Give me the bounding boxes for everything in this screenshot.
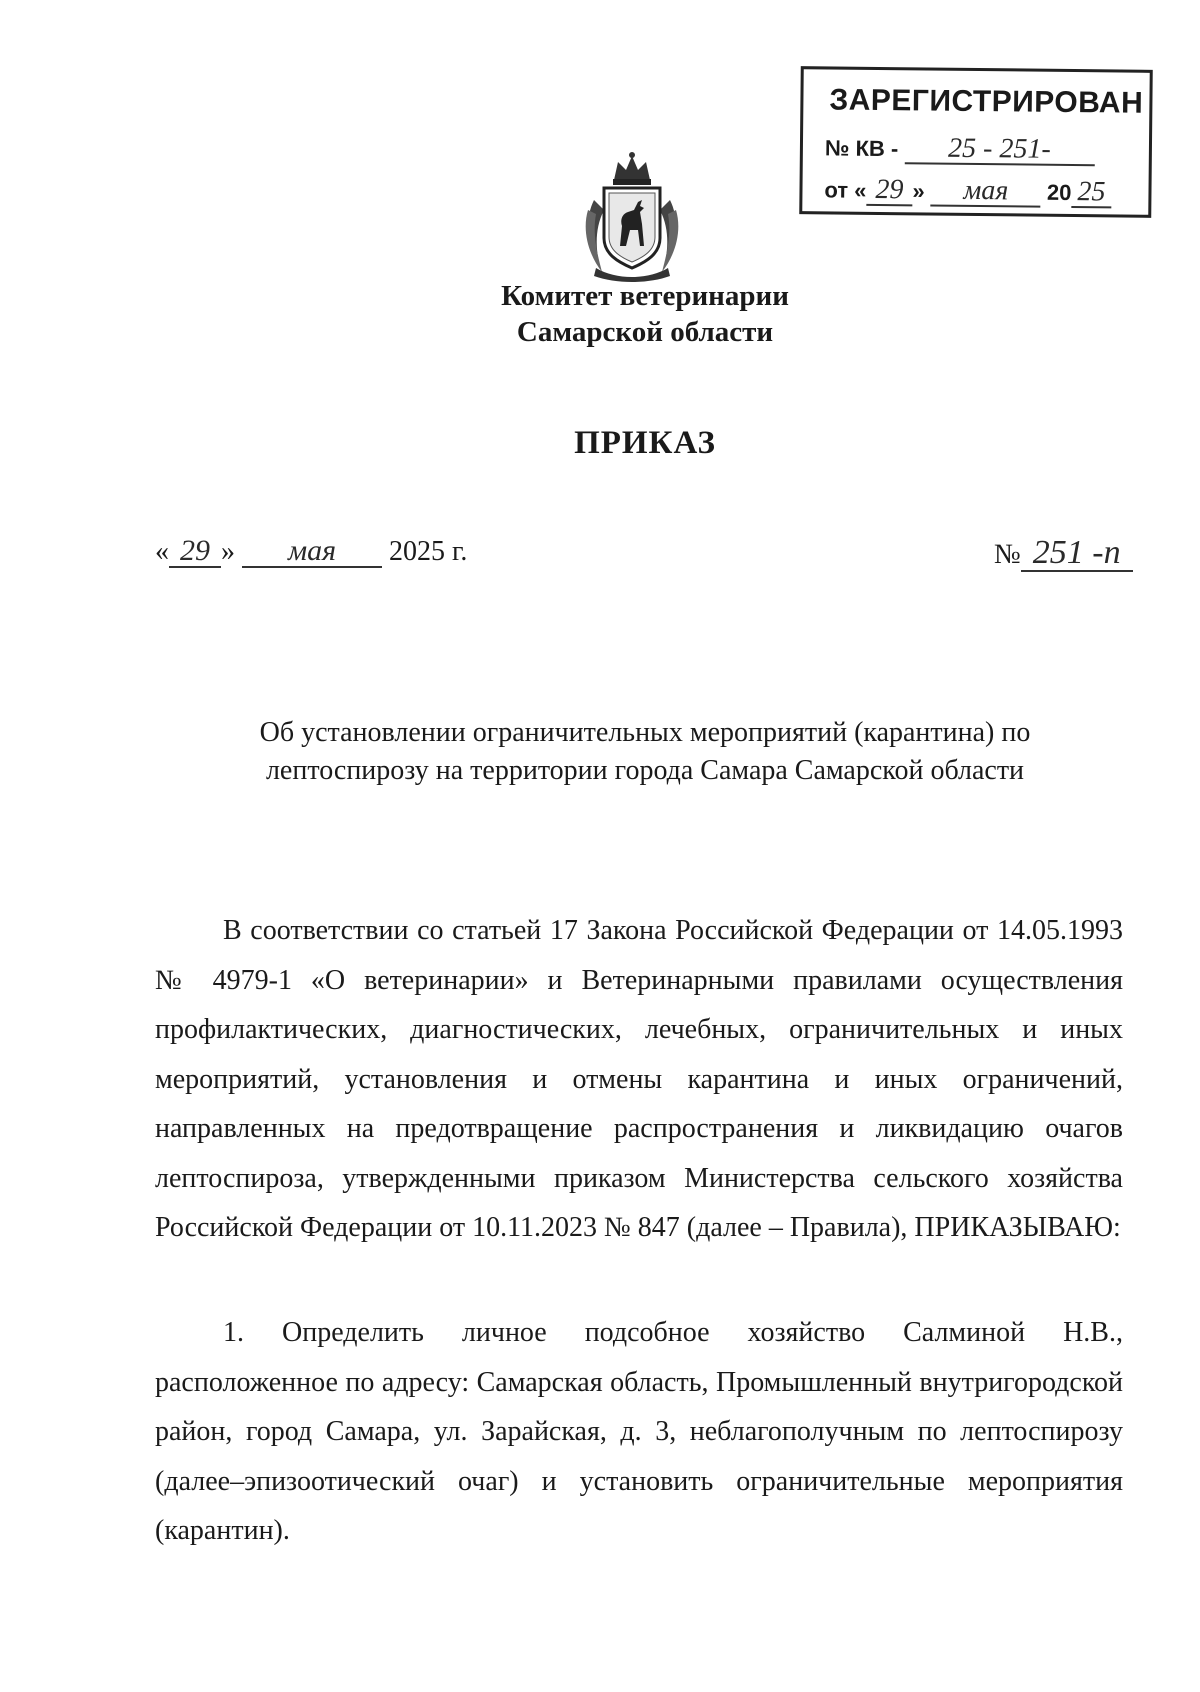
registration-stamp (799, 66, 1153, 218)
organization-name-line1: Комитет ветеринарии (501, 280, 789, 312)
order-date-month: мая (242, 536, 382, 568)
order-subject-line1: Об установлении ограничительных мероприятий (карантина) по (259, 717, 1031, 748)
samara-coat-of-arms-icon (580, 150, 684, 284)
order-number-label: № (994, 539, 1021, 570)
stamp-title: ЗАРЕГИСТРИРОВАН (829, 83, 1144, 120)
order-date (155, 536, 467, 568)
order-date-close-quote: » (221, 536, 235, 567)
stamp-date-day: 29 (866, 176, 912, 206)
stamp-number-line (825, 133, 1095, 166)
order-date-day: 29 (169, 536, 221, 568)
order-date-open-quote: « (155, 536, 169, 567)
stamp-date-middle: » (912, 178, 925, 204)
stamp-date-line (824, 175, 1111, 208)
document-type-title: ПРИКАЗ (574, 425, 716, 461)
body-paragraph-preamble (155, 906, 1123, 1253)
body-paragraph-item-1-text: 1. Определить личное подсобное хозяйство Салминой Н.В., расположенное по адресу: Самарская область, Промышленный внутригородской район, город Самара, ул. Зарайская, д. 3, неблагополучным по лептоспирозу (далее–эпизоотический очаг) и установить ограничительные мероприятия (карантин). (155, 1317, 1123, 1546)
body-paragraph-item-1 (155, 1308, 1123, 1556)
order-number (994, 536, 1133, 572)
stamp-year-prefix: 20 (1046, 179, 1072, 206)
organization-name-line2: Самарской области (516, 316, 774, 348)
stamp-date-month: мая (931, 177, 1041, 208)
order-date-year: 2025 г. (389, 536, 468, 567)
stamp-year-suffix: 25 (1071, 178, 1111, 208)
body-paragraph-preamble-text: В соответствии со статьей 17 Закона Российской Федерации от 14.05.1993 № 4979-1 «О ветеринарии» и Ветеринарными правилами осуществления профилактических, диагностических, лечебных, ограничительных и иных мероприятий, установления и отмены карантина и иных ограничений, направленных на предотвращение распространения и ликвидацию очагов лептоспироза, утвержденными приказом Министерства сельского хозяйства Российской Федерации от 10.11.2023 № 847 (далее – Правила), ПРИКАЗЫВАЮ: (155, 915, 1123, 1243)
order-number-value: 251 -п (1021, 536, 1133, 572)
order-subject-line2: лептоспирозу на территории города Самара Самарской области (265, 755, 1025, 786)
stamp-number-label: № КВ - (824, 135, 899, 162)
stamp-date-prefix: от « (824, 177, 867, 203)
stamp-number-handwritten: 25 - 251- (904, 134, 1094, 166)
